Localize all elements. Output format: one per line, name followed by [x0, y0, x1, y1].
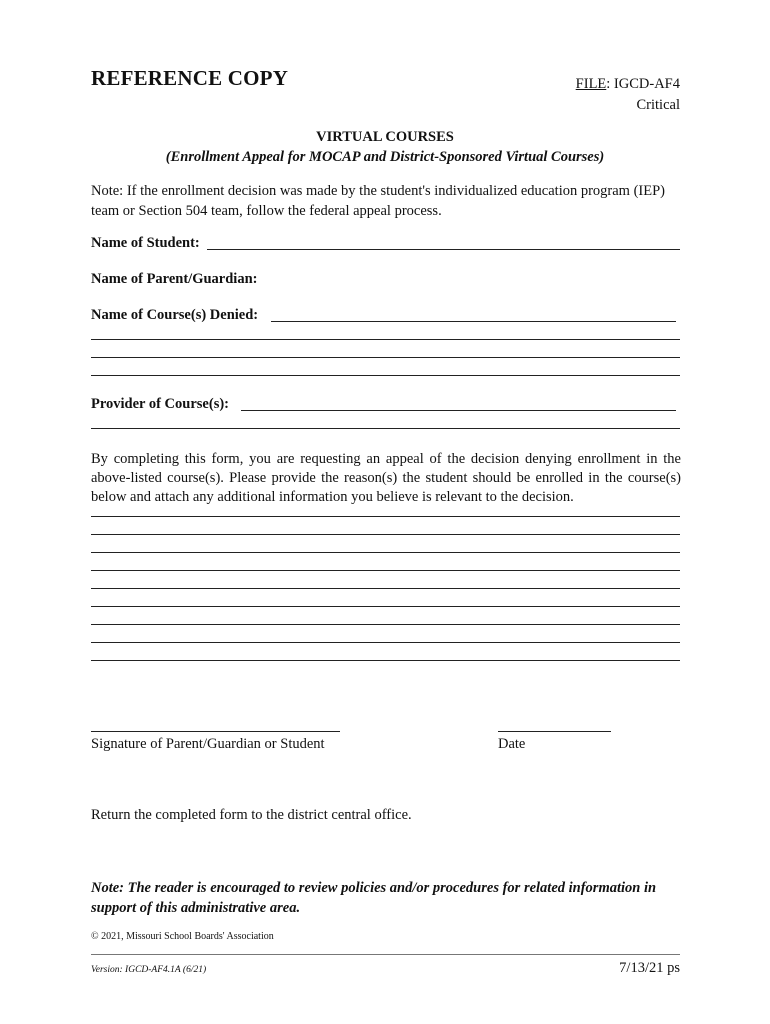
reason-line[interactable] [91, 606, 680, 607]
reason-line[interactable] [91, 642, 680, 643]
file-code-line [576, 74, 680, 95]
reason-line[interactable] [91, 660, 680, 661]
provider-field-line-2[interactable] [91, 428, 680, 429]
revision-date-code: 7/13/21 ps [619, 960, 680, 976]
form-title: VIRTUAL COURSES [316, 129, 454, 145]
footer-divider [91, 954, 680, 955]
student-name-field[interactable] [207, 249, 680, 250]
reference-copy-title: REFERENCE COPY [91, 66, 289, 90]
file-code: : IGCD-AF4 [606, 76, 680, 92]
reason-line[interactable] [91, 534, 680, 535]
provider-label: Provider of Course(s): [91, 396, 229, 412]
courses-denied-field-line-4[interactable] [91, 375, 680, 376]
parent-name-field[interactable] [272, 285, 680, 286]
student-name-label: Name of Student: [91, 235, 200, 251]
form-heading [91, 127, 679, 167]
courses-denied-label: Name of Course(s) Denied: [91, 307, 259, 323]
reason-line[interactable] [91, 588, 680, 589]
copyright-text: © 2021, Missouri School Boards' Association [91, 931, 274, 942]
return-instructions: Return the completed form to the district central office. [91, 807, 412, 823]
courses-denied-field-line-2[interactable] [91, 339, 680, 340]
version-text: Version: IGCD-AF4.1A (6/21) [91, 965, 207, 975]
file-classification: Critical [636, 97, 680, 113]
file-info [576, 74, 680, 116]
parent-name-label: Name of Parent/Guardian: [91, 271, 258, 287]
instructions-paragraph: By completing this form, you are requesting an appeal of the decision denying enrollment in the above-listed course(s). Please provide the reason(s) the student should be enrolled in the course(s) below and attach any additional information you believe is relevant to the decision. [91, 451, 681, 505]
reason-line[interactable] [91, 570, 680, 571]
form-subtitle: (Enrollment Appeal for MOCAP and District-Sponsored Virtual Courses) [165, 149, 605, 165]
date-line[interactable] [498, 731, 611, 732]
date-label: Date [498, 736, 526, 752]
courses-denied-field-line-1[interactable] [271, 321, 676, 322]
signature-label: Signature of Parent/Guardian or Student [91, 736, 325, 752]
reason-line[interactable] [91, 552, 680, 553]
reason-line[interactable] [91, 516, 680, 517]
provider-field-line-1[interactable] [241, 410, 676, 411]
reader-note: Note: The reader is encouraged to review policies and/or procedures for related information in support of this administrative area. [91, 880, 657, 916]
file-label: FILE [575, 76, 607, 92]
courses-denied-field-line-3[interactable] [91, 357, 680, 358]
iep-note: Note: If the enrollment decision was made by the student's individualized education program (IEP) team or Section 504 team, follow the federal appeal process. [91, 183, 665, 219]
reason-line[interactable] [91, 624, 680, 625]
signature-line[interactable] [91, 731, 340, 732]
